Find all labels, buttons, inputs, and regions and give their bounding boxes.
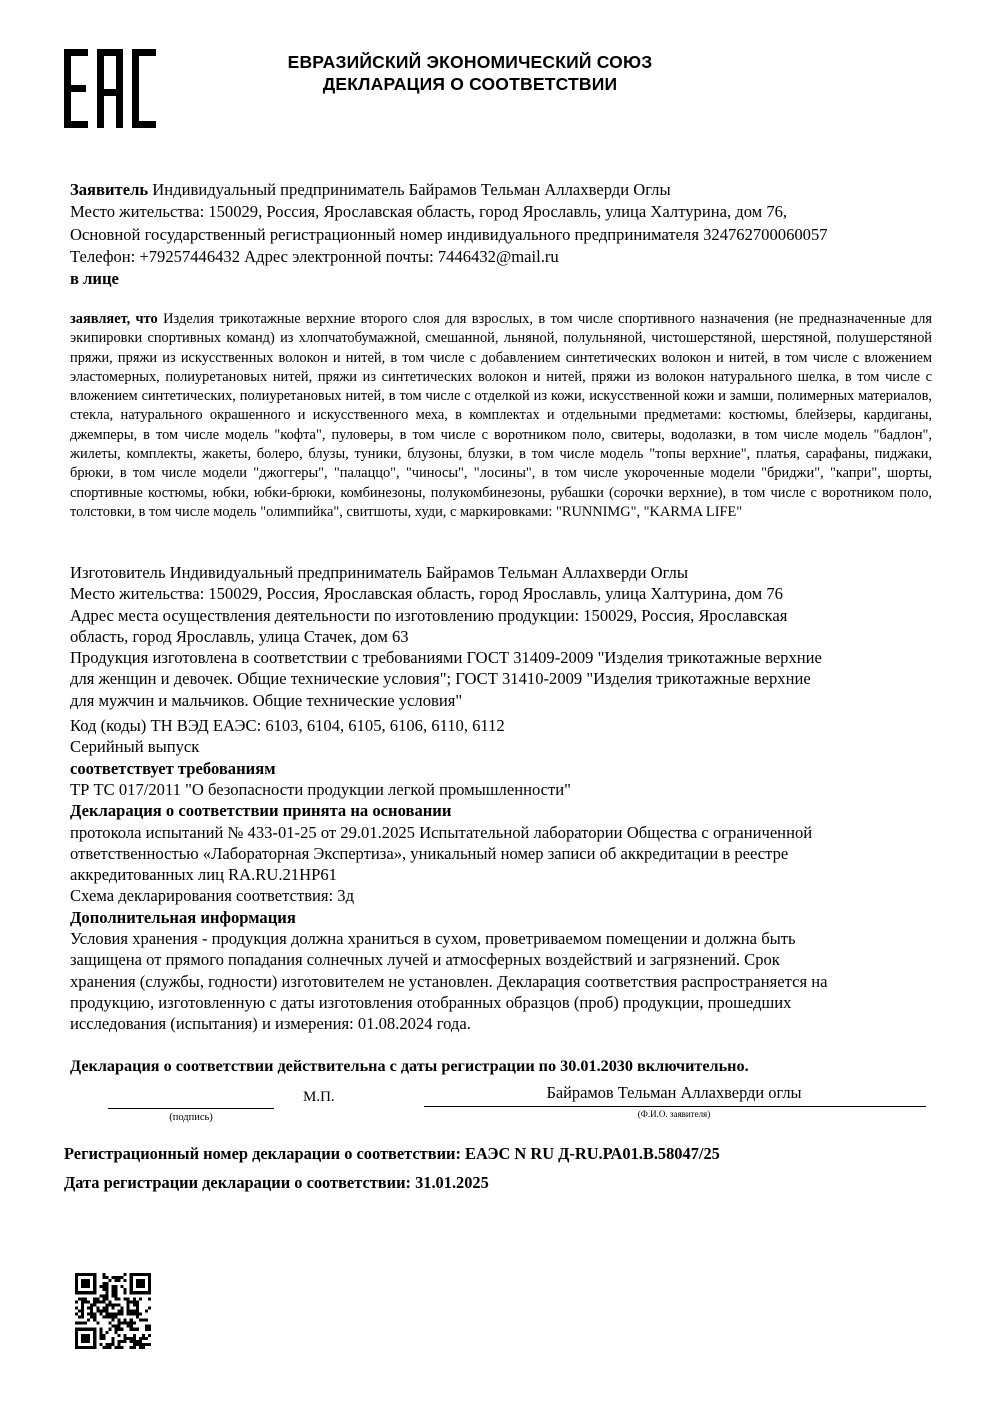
serial-release: Серийный выпуск [70, 737, 200, 757]
additional-info-line-3: хранения (службы, годности) изготовителем не установлен. Декларация соответствия распространяется на [70, 971, 828, 991]
additional-info-line-4: продукцию, изготовленную с даты изготовления отобранных образцов (проб) продукции, прошедших [70, 992, 792, 1012]
registration-date: Дата регистрации декларации о соответствии: 31.01.2025 [64, 1173, 489, 1192]
registration-number: Регистрационный номер декларации о соответствии: ЕАЭС N RU Д-RU.РА01.В.58047/25 [64, 1144, 720, 1163]
standards-line-1: Продукция изготовлена в соответствии с требованиями ГОСТ 31409-2009 "Изделия трикотажные верхние [70, 648, 822, 668]
full-name-caption: (Ф.И.О. заявителя) [637, 1109, 711, 1119]
basis-line-1: протокола испытаний № 433-01-25 от 29.01.2025 Испытательной лаборатории Общества с ограниченной [70, 822, 813, 842]
manufacturer-line-4: область, город Ярославль, улица Стачек, дом 63 [70, 626, 409, 646]
product-text: Изделия трикотажные верхние второго слоя для взрослых, в том числе спортивного назначения (не предназначенные для экипировки спортивных команд) из хлопчатобумажной, смешанной, льняной, полульняной, чистошерстяной, шерстяной, полушерстяной пряжи, пряжи из искусственных волокон и нитей, в том числе с добавлением синтетических волокон и нитей, в том числе с вложением эластомерных, полиуретановых нитей, пряжи из синтетических волокон и нитей, пряжи из волокон натурального шелка, в том числе с вложением синтетических, полиуретановых нитей, в том числе с отделкой из кожи, искусственной кожи и замши, полимерных материалов, стекла, натурального окрашенного и искусственного меха, в комплектах и отдельными предметами: костюмы, блейзеры, кардиганы, джемперы, в том числе модель "кофта", пуловеры, в том числе с воротником поло, свитеры, водолазки, в том числе модель "бадлон", жилеты, комплекты, жакеты, болеро, блузы, туники, блузоны, блузки, в том числе модель "топы верхние", платья, сарафаны, пиджаки, брюки, в том числе модели "джоггеры", "палаццо", "чиносы", "лосины", в том числе укороченные модели "бриджи", "капри", шорты, спортивные костюмы, юбки, юбки-брюки, комбинезоны, полукомбинезоны, рубашки (сорочки верхние), в том числе с воротником поло, толстовки, в том числе модель "олимпийка", свитшоты, худи, с маркировками: "RUNNIMG", "KARMA LIFE" [70, 311, 932, 520]
additional-info-heading: Дополнительная информация [70, 907, 296, 927]
applicant-residence: Место жительства: 150029, Россия, Ярославская область, город Ярославль, улица Халтурина, дом 76, [70, 202, 788, 222]
basis-heading: Декларация о соответствии принята на основании [70, 801, 452, 821]
basis-line-3: аккредитованных лиц RA.RU.21НР61 [70, 865, 337, 885]
additional-info-line-2: защищена от прямого попадания солнечных лучей и атмосферных воздействий и загрязнений. Срок [70, 950, 780, 970]
eac-logo [64, 49, 156, 128]
standards-line-3: для мужчин и мальчиков. Общие технические условия" [70, 690, 463, 710]
full-name-line [424, 1106, 926, 1107]
declaration-details [70, 562, 932, 1035]
applicant-name-line [70, 179, 930, 201]
additional-info-line-1: Условия хранения - продукция должна храниться в сухом, проветриваемом помещении и должна быть [70, 929, 796, 949]
validity-statement: Декларация о соответствии действительна с даты регистрации по 30.01.2030 включительно. [70, 1057, 749, 1075]
header-union-title: ЕВРАЗИЙСКИЙ ЭКОНОМИЧЕСКИЙ СОЮЗ [287, 52, 653, 72]
signature-caption: (подпись) [169, 1112, 213, 1123]
standards-line-2: для женщин и девочек. Общие технические условия"; ГОСТ 31410-2009 "Изделия трикотажные верхние [70, 669, 811, 689]
manufacturer-line-3: Адрес места осуществления деятельности по изготовлению продукции: 150029, Россия, Ярославская [70, 605, 788, 625]
applicant-name: Индивидуальный предприниматель Байрамов Тельман Аллахверди Оглы [148, 180, 671, 199]
manufacturer-line-1: Изготовитель Индивидуальный предприниматель Байрамов Тельман Аллахверди Оглы [70, 563, 688, 582]
product-description [70, 310, 932, 522]
applicant-label: Заявитель [70, 180, 149, 199]
signature-line [108, 1108, 274, 1109]
basis-line-2: ответственностью «Лабораторная Экспертиза», уникальный номер записи об аккредитации в реестре [70, 843, 789, 863]
declares-label: заявляет, что [70, 311, 158, 327]
applicant-ogrn: Основной государственный регистрационный номер индивидуального предпринимателя 324762700060057 [70, 224, 828, 244]
applicant-contacts: Телефон: +79257446432 Адрес электронной почты: 7446432@mail.ru [70, 246, 559, 266]
qr-code-icon[interactable] [75, 1273, 151, 1349]
manufacturer-line-2: Место жительства: 150029, Россия, Ярославская область, город Ярославль, улица Халтурина, дом 76 [70, 584, 783, 604]
applicant-full-name: Байрамов Тельман Аллахверди оглы [546, 1083, 802, 1102]
declaration-scheme: Схема декларирования соответствия: 3д [70, 886, 355, 906]
stamp-placeholder: М.П. [303, 1089, 335, 1105]
technical-regulation: ТР ТС 017/2011 "О безопасности продукции легкой промышленности" [70, 779, 571, 799]
applicant-in-person: в лице [70, 269, 119, 289]
hs-codes: Код (коды) ТН ВЭД ЕАЭС: 6103, 6104, 6105, 6106, 6110, 6112 [70, 716, 505, 736]
additional-info-line-5: исследования (испытания) и измерения: 01.08.2024 года. [70, 1014, 471, 1034]
applicant-section [70, 179, 930, 290]
conformity-heading: соответствует требованиям [70, 758, 276, 778]
header-document-title: ДЕКЛАРАЦИЯ О СООТВЕТСТВИИ [322, 74, 618, 94]
